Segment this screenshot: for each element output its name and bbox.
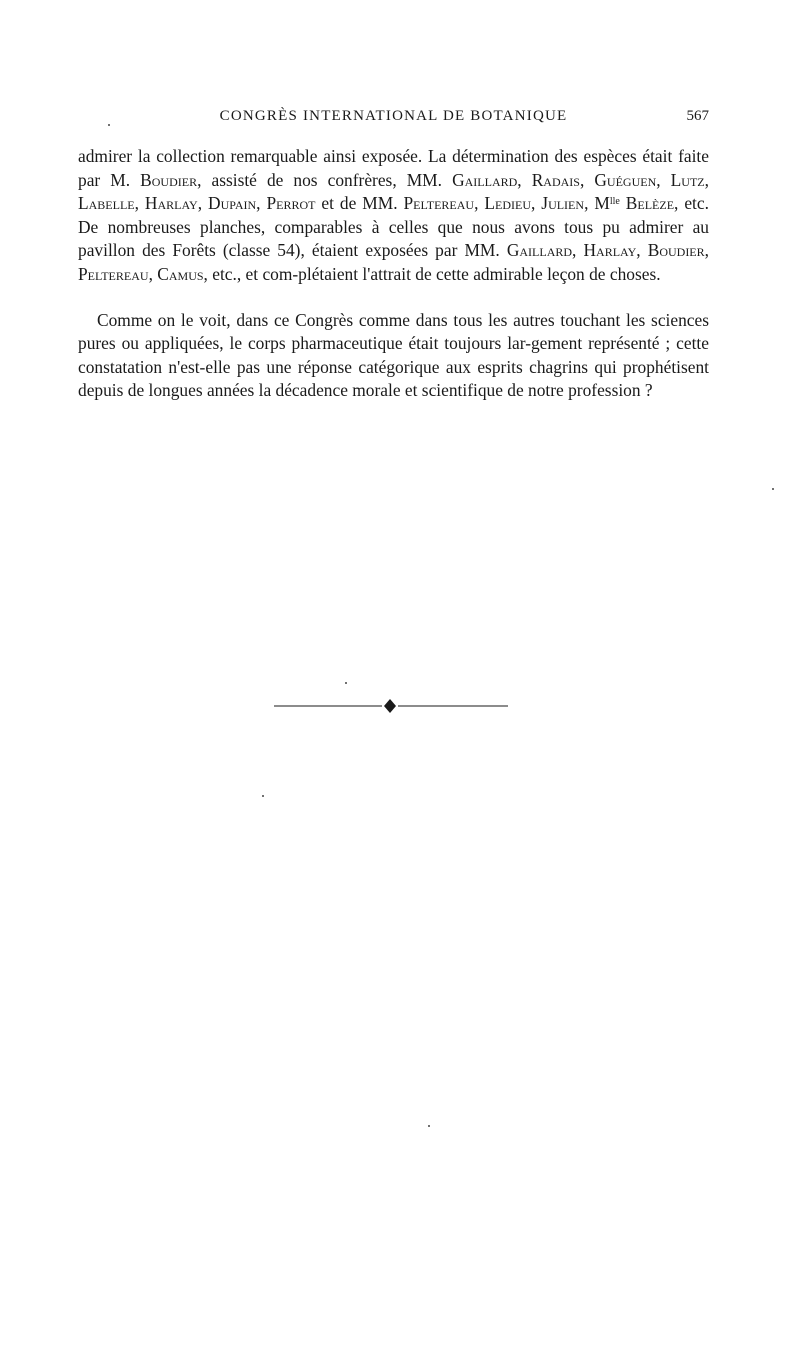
text-run: , etc., et com-plétaient l'attrait de cette admirable leçon de choses.: [203, 263, 661, 284]
body-text: [78, 145, 709, 403]
text-run: ,: [517, 169, 532, 190]
text-run: ,: [134, 193, 145, 214]
text-run: ,: [704, 169, 709, 190]
stray-dot: [108, 124, 110, 126]
stray-dot: [345, 682, 347, 684]
name-beleze: Belèze: [625, 193, 675, 214]
name-dupain: Dupain: [208, 193, 257, 214]
paragraph-2: Comme on le voit, dans ce Congrès comme dans tous les autres touchant les sciences pures ou appliquées, le corps pharmaceutique était toujours lar-gement représenté ; cette constatation n'est-elle pas une réponse catégorique aux esprits chagrins qui prophétisent depuis de longues années la décadence morale et scientifique de notre profession ?: [78, 309, 709, 401]
name-ledieu: Ledieu: [484, 193, 531, 214]
name-camus: Camus: [157, 263, 204, 284]
name-julien: Julien: [541, 193, 585, 214]
name-labelle: Labelle: [78, 193, 135, 214]
name-boudier: Boudier: [647, 240, 705, 261]
name-radais: Radais: [531, 169, 580, 190]
text-run: ,: [579, 169, 595, 190]
name-gaillard: Gaillard: [506, 240, 573, 261]
text-run: ,: [197, 193, 209, 214]
stray-dot: [772, 488, 774, 490]
name-lutz: Lutz: [670, 169, 705, 190]
name-harlay: Harlay: [583, 240, 637, 261]
name-peltereau: Peltereau: [78, 263, 149, 284]
diamond-icon: [384, 699, 396, 713]
text-run: ,: [704, 240, 710, 261]
name-harlay: Harlay: [144, 193, 198, 214]
text-run: ,: [656, 169, 671, 190]
text-run: ,: [572, 240, 584, 261]
text-run: , M: [584, 193, 610, 214]
title-superscript: lle: [609, 196, 620, 208]
running-head: [78, 108, 709, 132]
page-number: 567: [686, 108, 709, 124]
text-run: admirer la collection remarquable ainsi exposée. La détermination des espèces était faite par M.: [78, 146, 709, 190]
running-title: CONGRÈS INTERNATIONAL DE BOTANIQUE: [219, 108, 568, 124]
name-peltereau: Peltereau: [403, 193, 475, 214]
text-run: ,: [474, 193, 485, 214]
text-run: ,: [636, 240, 648, 261]
name-gaillard: Gaillard: [452, 169, 518, 190]
text-run: , assisté de nos confrères, MM.: [197, 169, 453, 190]
text-run: et de MM.: [315, 193, 404, 214]
name-gueguen: Guéguen: [594, 169, 657, 190]
stray-dot: [262, 795, 264, 797]
paragraph-1: [78, 145, 709, 287]
fleuron-divider: [270, 696, 510, 716]
stray-dot: [428, 1125, 430, 1127]
text-run: ,: [256, 193, 267, 214]
text-run: , etc. De nombreuses planches, comparables à celles que nous avons tous pu admirer au pavillon des Forêts (classe 54), étaient exposées par MM.: [78, 193, 709, 261]
name-boudier: Boudier: [140, 169, 198, 190]
text-run: ,: [531, 193, 542, 214]
name-perrot: Perrot: [266, 193, 316, 214]
text-run: ,: [148, 263, 158, 284]
